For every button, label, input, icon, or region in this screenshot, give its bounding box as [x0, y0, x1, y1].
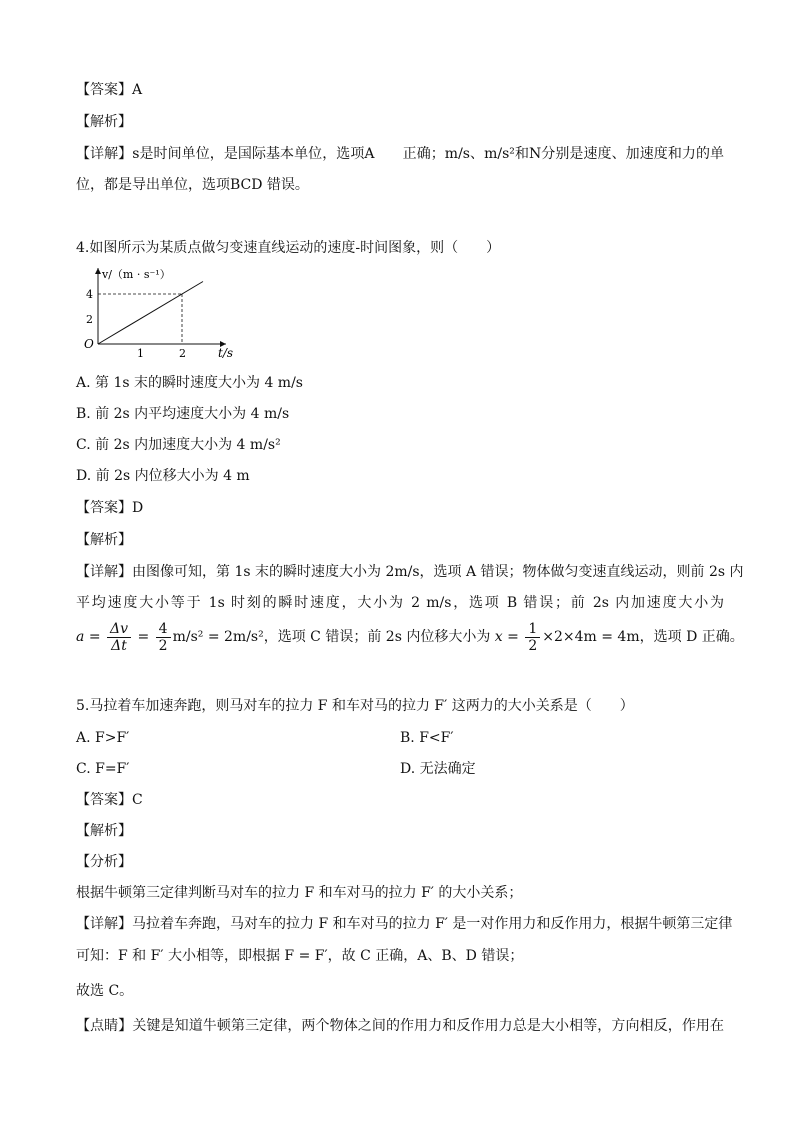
eq-a-frac-1 — [107, 621, 131, 654]
eq-a-rest: m/s² = 2m/s² — [172, 629, 264, 645]
eq-x-frac — [525, 621, 540, 654]
velocity-line — [98, 282, 203, 345]
detail-label: 【详解】 — [76, 916, 132, 932]
prev-analysis-label: 【解析】 — [76, 114, 132, 130]
q4-analysis-label: 【解析】 — [76, 532, 132, 548]
answer-label: 【答案】 — [76, 500, 132, 516]
y-tick-label: 2 — [86, 313, 93, 326]
eq-a-den-1: Δt — [111, 637, 127, 654]
eq-a-den-2: 2 — [158, 637, 168, 654]
detail-text: s是时间单位，是国际基本单位，选项A 正确；m/s、m/s²和N分别是速度、加速度和力的单 — [132, 146, 724, 162]
q4-detail-line-2: 平均速度大小等于 1s 时刻的瞬时速度，大小为 2 m/s，选项 B 错误；前 2s 内加速度大小为 — [76, 595, 724, 611]
x-tick-label: 2 — [179, 347, 186, 360]
detail-text: 由图像可知，第 1s 末的瞬时速度大小为 2m/s，选项 A 错误；物体做匀变速直线运动，则前 2s 内 — [132, 564, 744, 580]
q5-option-d: D. 无法确定 — [400, 761, 476, 777]
q5-detail-line-2: 可知：F 和 F′ 大小相等，即根据 F = F′，故 C 正确，A、B、D 错误； — [76, 948, 524, 964]
prev-answer — [76, 80, 142, 100]
y-tick-label: 4 — [86, 288, 93, 301]
detail-label: 【详解】 — [76, 564, 132, 580]
detail-text: 马拉着车奔跑，马对车的拉力 F 和车对马的拉力 F′ 是一对作用力和反作用力，根据牛顿第三定律 — [132, 916, 733, 932]
q5-option-b: B. F<F′ — [400, 730, 454, 746]
q5-fenxi-text: 根据牛顿第三定律判断马对车的拉力 F 和车对马的拉力 F′ 的大小关系； — [76, 885, 523, 901]
detail-label: 【详解】 — [76, 146, 133, 162]
eq-a-lhs: a — [76, 629, 85, 645]
eq-a-num-2: 4 — [156, 621, 171, 638]
detail-mid: ，选项 C 错误；前 2s 内位移大小为 — [263, 629, 491, 645]
eq-a-num-1: Δv — [107, 621, 131, 638]
answer-label: 【答案】 — [76, 792, 132, 808]
x-axis-label: t/s — [218, 346, 234, 360]
detail-end: ，选项 D 正确。 — [639, 629, 744, 645]
q4-stem: 4.如图所示为某质点做匀变速直线运动的速度-时间图象，则（ ） — [76, 240, 501, 256]
q5-detail-line-3: 故选 C。 — [76, 983, 134, 999]
y-axis-label: v/（m · s⁻¹） — [102, 268, 171, 281]
answer-value: C — [132, 792, 143, 808]
q5-option-a: A. F>F′ — [76, 730, 130, 746]
velocity-time-chart — [76, 264, 266, 364]
prev-detail-line-2: 位，都是导出单位，选项BCD 错误。 — [76, 177, 309, 193]
q4-option-c: C. 前 2s 内加速度大小为 4 m/s² — [76, 437, 281, 453]
eq-x-num: 1 — [525, 621, 540, 638]
eq-a-frac-2 — [156, 621, 171, 654]
y-axis-arrow — [95, 268, 101, 274]
q4-detail-line-1 — [76, 562, 744, 582]
q4-option-d: D. 前 2s 内位移大小为 4 m — [76, 468, 250, 484]
q5-answer — [76, 790, 143, 810]
eq-x-rest: ×2×4m = 4m — [542, 629, 640, 645]
q5-fenxi-label: 【分析】 — [76, 854, 132, 870]
dianjing-text: 关键是知道牛顿第三定律，两个物体之间的作用力和反作用力总是大小相等，方向相反，作用在 — [132, 1018, 725, 1034]
q4-option-a: A. 第 1s 末的瞬时速度大小为 4 m/s — [76, 375, 303, 391]
origin-label: O — [84, 337, 94, 351]
answer-value: D — [132, 500, 144, 516]
answer-value: A — [132, 82, 143, 98]
q5-detail-line-1 — [76, 914, 733, 934]
prev-detail-line-1 — [76, 144, 724, 164]
q5-analysis-label: 【解析】 — [76, 823, 132, 839]
q4-detail-line-3: a = $\frac{\Delta v}{\Delta t}$ = $\frac{4}{2}$ m/s² = 2m/s²，选项 C 错误；前 2s 内位移大小为 x = $\frac{1}{2}$ ×2×4m = 4m，选项 D 正确。 — [76, 620, 744, 654]
q4-answer — [76, 498, 143, 518]
q5-dianjing — [76, 1016, 724, 1036]
eq-x-den: 2 — [528, 637, 538, 654]
eq-x-lhs: x — [494, 629, 503, 645]
q5-stem: 5.马拉着车加速奔跑，则马对车的拉力 F 和车对马的拉力 F′ 这两力的大小关系是（ ） — [76, 698, 634, 714]
q4-option-b: B. 前 2s 内平均速度大小为 4 m/s — [76, 406, 290, 422]
answer-label: 【答案】 — [76, 82, 132, 98]
q5-option-c: C. F=F′ — [76, 761, 130, 777]
dianjing-label: 【点睛】 — [76, 1018, 133, 1034]
x-tick-label: 1 — [137, 347, 144, 360]
